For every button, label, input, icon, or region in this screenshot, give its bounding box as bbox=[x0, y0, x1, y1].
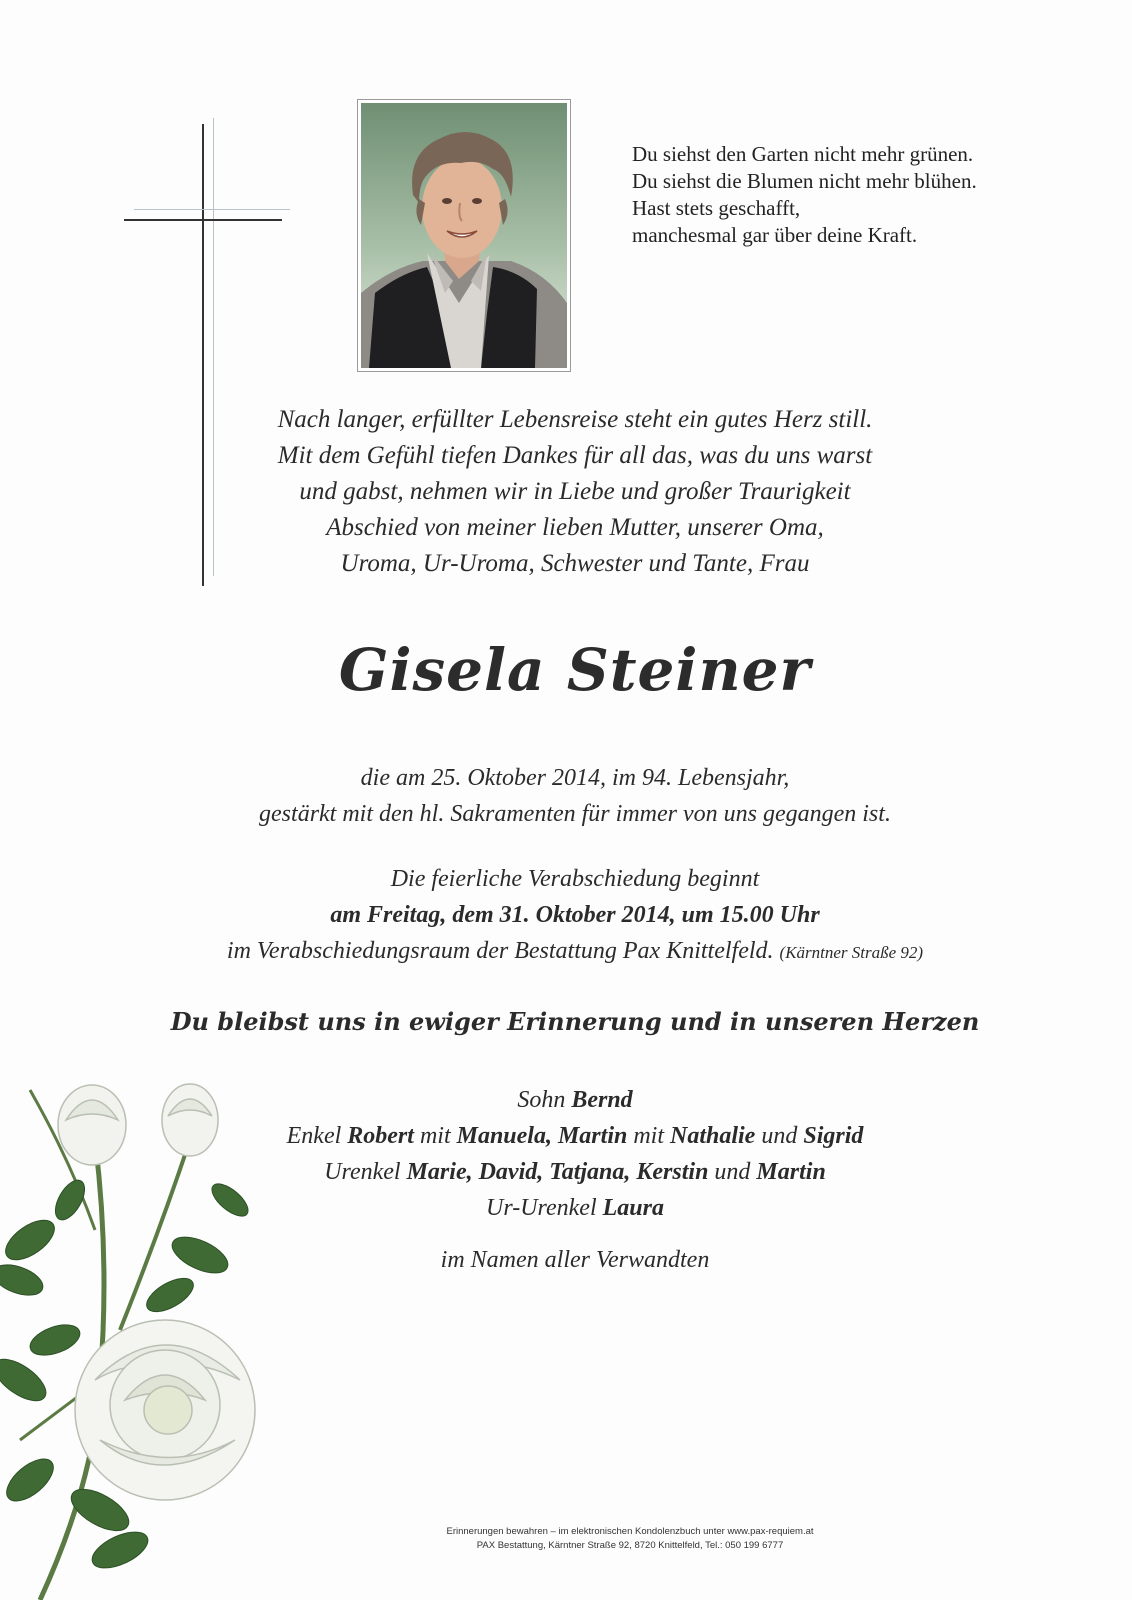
ceremony-address: (Kärntner Straße 92) bbox=[779, 943, 924, 962]
intro-line: Mit dem Gefühl tiefen Dankes für all das, was du uns warst bbox=[277, 442, 873, 469]
great-names: Marie, David, Tatjana, Kerstin bbox=[406, 1159, 709, 1185]
gg-name: Laura bbox=[602, 1195, 664, 1221]
grand-name: Sigrid bbox=[803, 1123, 864, 1149]
deceased-name: Gisela Steiner bbox=[338, 636, 812, 704]
poem-line: Hast stets geschafft, bbox=[632, 196, 801, 220]
poem-line: Du siehst den Garten nicht mehr grünen. bbox=[632, 142, 974, 166]
footer bbox=[400, 1525, 860, 1553]
son-name: Bernd bbox=[571, 1087, 633, 1113]
footer-line-1: Erinnerungen bewahren – im elektronischen Kondolenzbuch unter www.pax-requiem.at bbox=[446, 1526, 814, 1537]
grand-name: Nathalie bbox=[670, 1123, 756, 1149]
ceremony-venue: im Verabschiedungsraum der Bestattung Pax Knittelfeld. bbox=[226, 938, 774, 964]
poem-line: manchesmal gar über deine Kraft. bbox=[632, 223, 918, 247]
memory-line: Du bleibst uns in ewiger Erinnerung und in unseren Herzen bbox=[170, 1007, 980, 1036]
ceremony-date: am Freitag, dem 31. Oktober 2014, um 15.00 Uhr bbox=[330, 902, 820, 928]
ceremony-info bbox=[0, 861, 1132, 971]
conj: und bbox=[761, 1123, 798, 1149]
death-line: gestärkt mit den hl. Sakramenten für immer von uns gegangen ist. bbox=[259, 801, 891, 827]
conj: mit bbox=[419, 1123, 451, 1149]
great-label: Urenkel bbox=[324, 1159, 401, 1185]
poem bbox=[632, 141, 1072, 249]
grand-name: Robert bbox=[347, 1123, 414, 1149]
footer-line-2: PAX Bestattung, Kärntner Straße 92, 8720 Knittelfeld, Tel.: 050 199 6777 bbox=[476, 1540, 784, 1551]
conj: mit bbox=[633, 1123, 664, 1149]
portrait-photo bbox=[357, 99, 571, 372]
intro-line: Uroma, Ur-Uroma, Schwester und Tante, Frau bbox=[340, 550, 810, 577]
death-text bbox=[0, 760, 1132, 832]
intro-text bbox=[0, 402, 1132, 582]
conj: und bbox=[714, 1159, 751, 1185]
poem-line: Du siehst die Blumen nicht mehr blühen. bbox=[632, 169, 977, 193]
intro-line: Nach langer, erfüllter Lebensreise steht ein gutes Herz still. bbox=[277, 406, 873, 433]
gg-label: Ur-Urenkel bbox=[486, 1195, 597, 1221]
intro-line: und gabst, nehmen wir in Liebe und großer Traurigkeit bbox=[299, 478, 851, 505]
grand-label: Enkel bbox=[286, 1123, 342, 1149]
son-label: Sohn bbox=[517, 1087, 566, 1113]
ceremony-intro: Die feierliche Verabschiedung beginnt bbox=[390, 866, 760, 892]
white-roses-illustration bbox=[0, 1080, 300, 1600]
death-line: die am 25. Oktober 2014, im 94. Lebensjahr, bbox=[360, 765, 790, 791]
great-name: Martin bbox=[756, 1159, 826, 1185]
intro-line: Abschied von meiner lieben Mutter, unserer Oma, bbox=[326, 514, 824, 541]
ceremony-location bbox=[18, 933, 1132, 971]
grand-name: Manuela, Martin bbox=[456, 1123, 628, 1149]
closing-line: im Namen aller Verwandten bbox=[440, 1247, 710, 1273]
